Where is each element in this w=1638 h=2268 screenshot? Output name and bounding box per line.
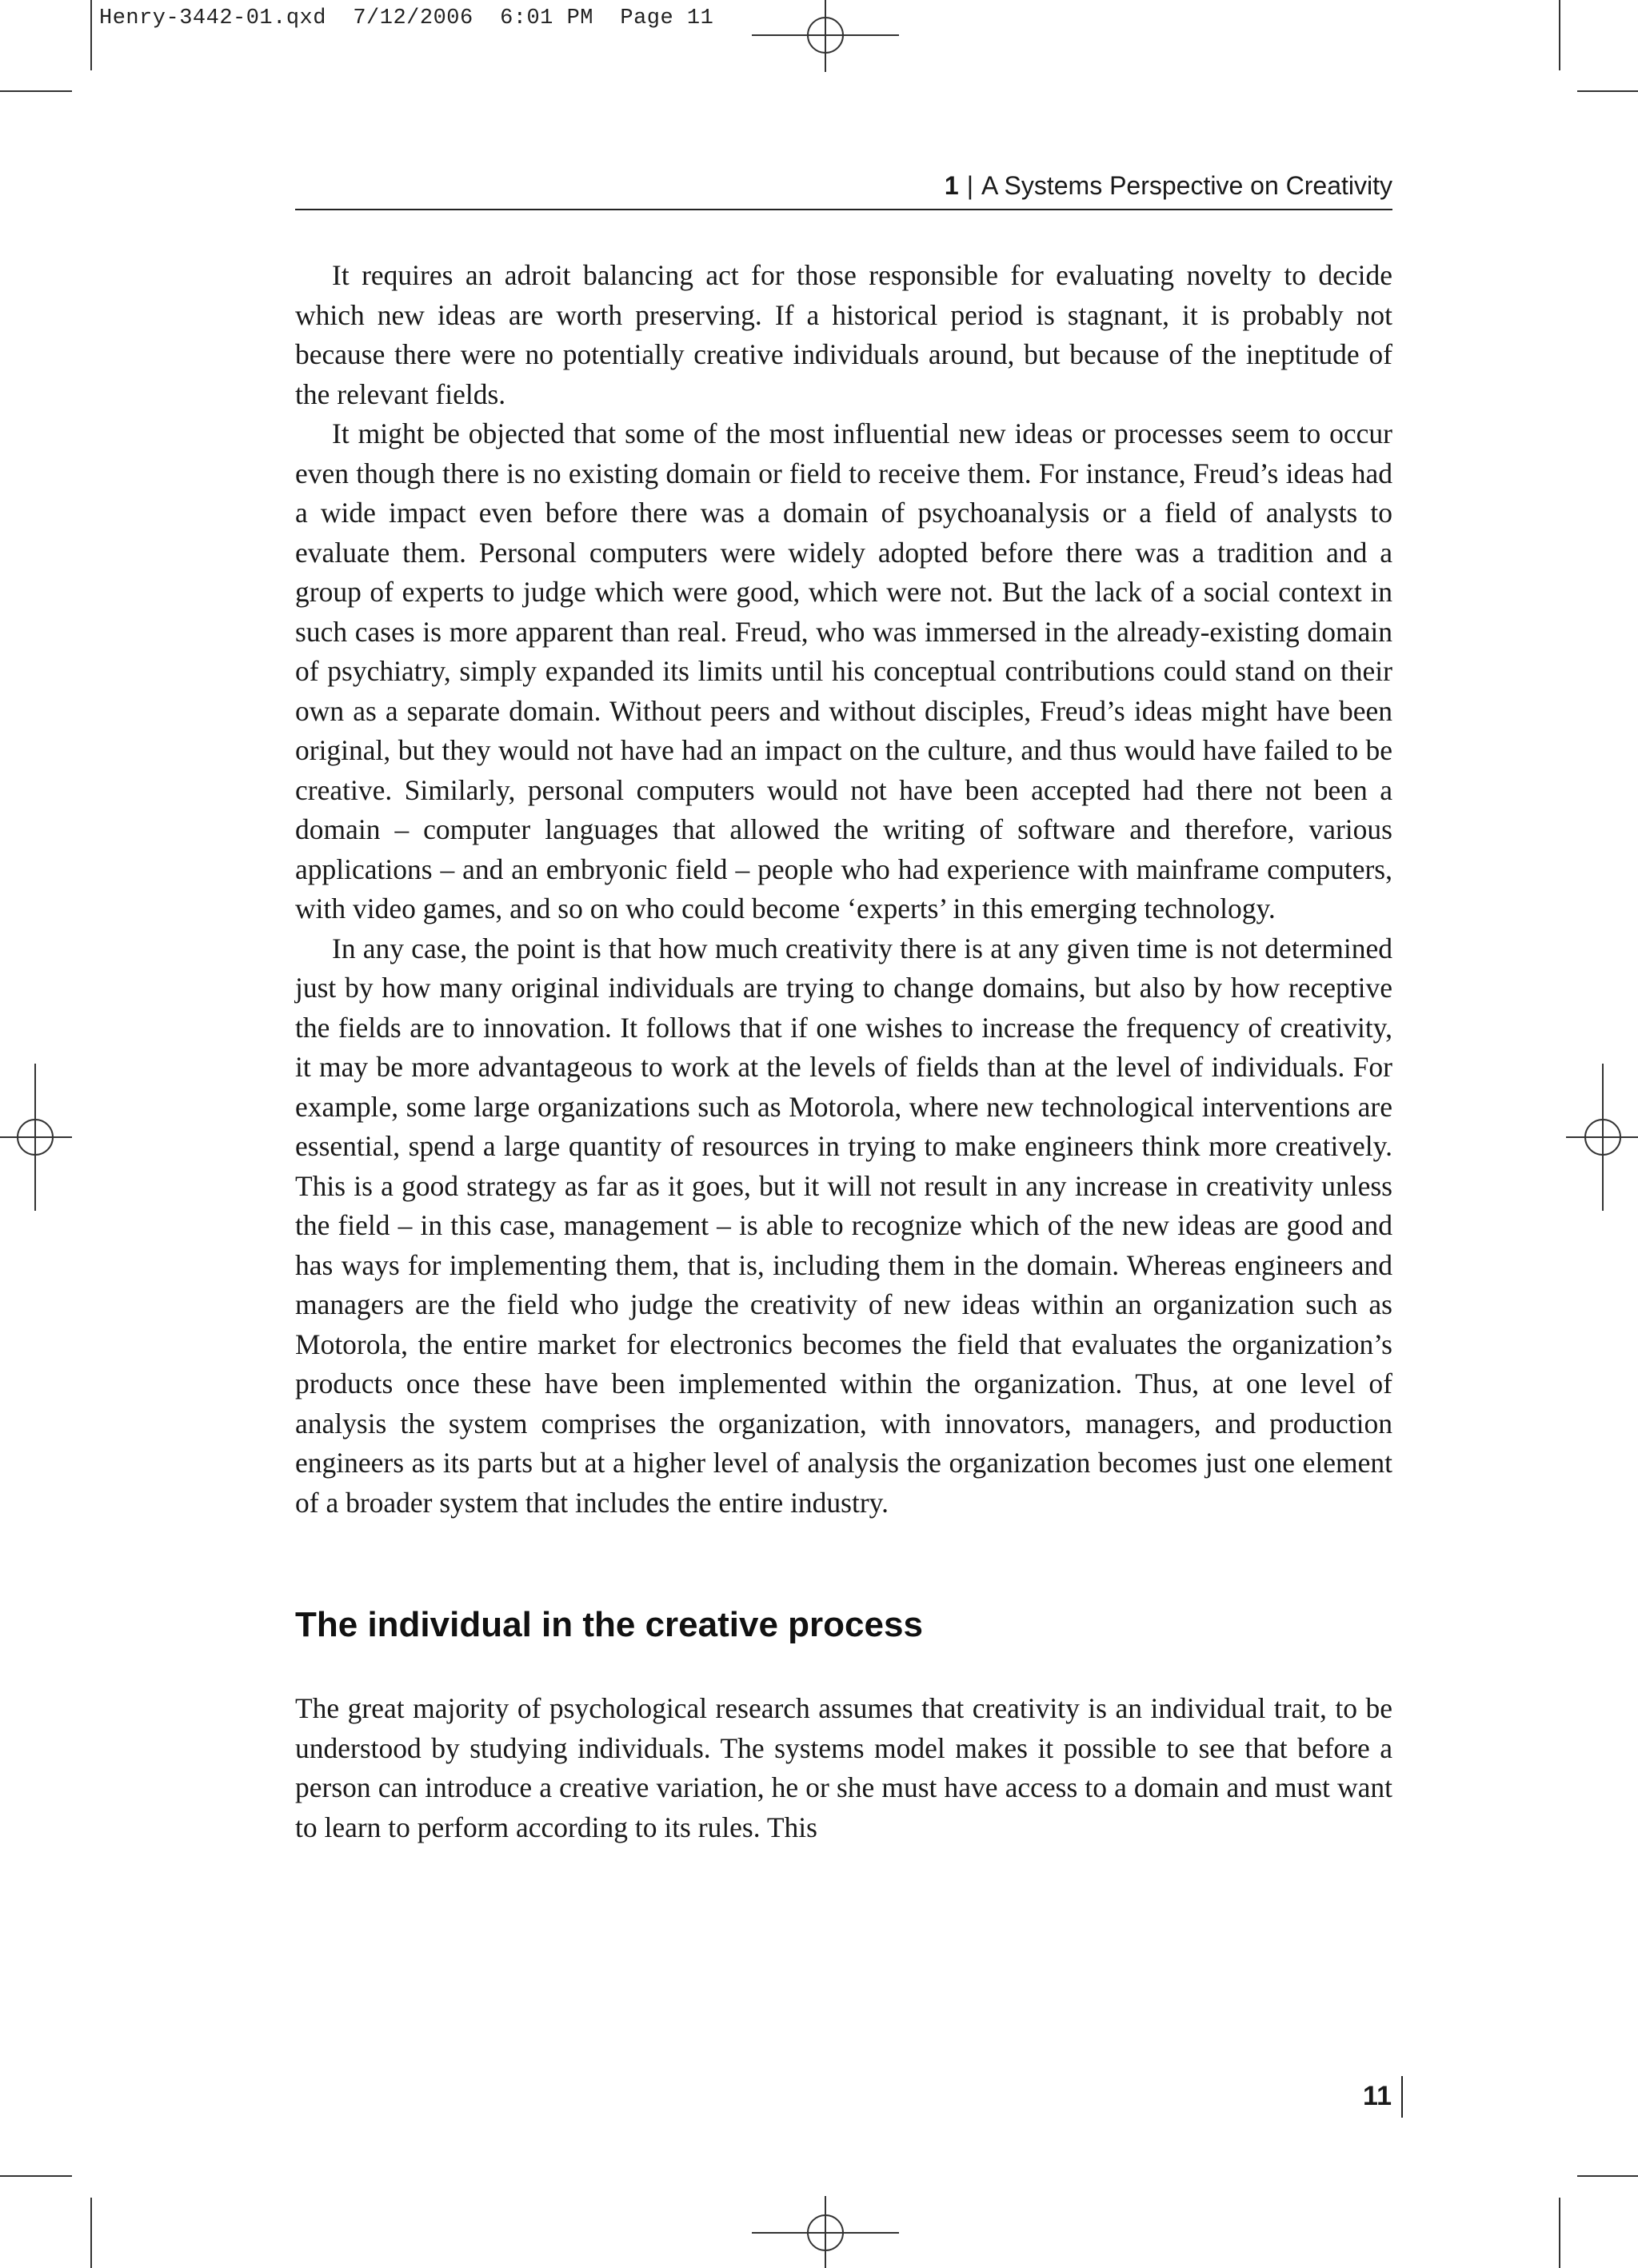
chapter-number: 1 xyxy=(944,171,959,200)
registration-mark-left xyxy=(0,1064,72,1211)
chapter-title: A Systems Perspective on Creativity xyxy=(981,171,1392,200)
crop-mark-bottom-right-vertical xyxy=(1559,2198,1560,2268)
crop-mark-top-right-vertical xyxy=(1559,0,1560,70)
registration-mark-top xyxy=(752,0,899,72)
body-text xyxy=(295,256,1392,1847)
crop-mark-top-left-vertical xyxy=(90,0,92,70)
crop-mark-bottom-left-vertical xyxy=(90,2198,92,2268)
section-paragraph: The great majority of psychological research assumes that creativity is an individual trait, to be understood by studying individuals. The systems model makes it possible to see that before a person can introduce a creative variation, he or she must have access to a domain and must want to learn to perform according to its rules. This xyxy=(295,1692,1392,1843)
running-head-separator: | xyxy=(966,171,974,200)
page-number-rule xyxy=(1401,2076,1403,2118)
printer-slug-line: Henry-3442-01.qxd 7/12/2006 6:01 PM Page 11 xyxy=(99,6,714,30)
crop-mark-top-right-horizontal xyxy=(1577,90,1638,92)
page-number: 11 xyxy=(1363,2081,1392,2111)
section-heading: The individual in the creative process xyxy=(295,1605,923,1644)
crop-mark-top-left-horizontal xyxy=(0,90,72,92)
running-head-rule xyxy=(295,209,1392,210)
running-head xyxy=(295,171,1392,201)
body-paragraph: It requires an adroit balancing act for those responsible for evaluating novelty to decide which new ideas are worth preserving. If a historical period is stagnant, it is probably not because there were no potentially creative individuals around, but because of the ineptitude of the relevant fields. xyxy=(295,259,1392,410)
crop-mark-bottom-right-horizontal xyxy=(1577,2175,1638,2177)
body-paragraph: It might be objected that some of the most influential new ideas or processes seem to occur even though there is no existing domain or field to receive them. For instance, Freud’s ideas had a wide impact even before there was a domain of psychoanalysis or a field of analysts to evaluate them. Personal computers were widely adopted before there was a tradition and a group of experts to judge which were good, which were not. But the lack of a social context in such cases is more apparent than real. Freud, who was immersed in the already-existing domain of psychiatry, simply expanded its limits until his conceptual contributions could stand on their own as a separate domain. Without peers and without disciples, Freud’s ideas might have been original, but they would not have had an impact on the culture, and thus would have failed to be creative. Similarly, personal computers would not have been accepted had there not been a domain – computer languages that allowed the writing of software and therefore, various applications – and an embryonic field – people who had experience with mainframe computers, with video games, and so on who could become ‘experts’ in this emerging technology. xyxy=(295,417,1392,924)
registration-mark-right xyxy=(1566,1064,1638,1211)
registration-mark-bottom xyxy=(752,2196,899,2268)
crop-mark-bottom-left-horizontal xyxy=(0,2175,72,2177)
body-paragraph: In any case, the point is that how much creativity there is at any given time is not determined just by how many original individuals are trying to change domains, but also by how receptive the fields are to innovation. It follows that if one wishes to increase the frequency of creativity, it may be more advantageous to work at the levels of fields than at the level of individuals. For example, some large organizations such as Motorola, where new technological interventions are essential, spend a large quantity of resources in trying to make engineers think more creatively. This is a good strategy as far as it goes, but it will not result in any increase in creativity unless the field – in this case, management – is able to recognize which of the new ideas are good and has ways for implementing them, that is, including them in the domain. Whereas engineers and managers are the field who judge the creativity of new ideas within an organization such as Motorola, the entire market for electronics becomes the field that evaluates the organization’s products once these have been implemented within the organization. Thus, at one level of analysis the system comprises the organization, with innovators, managers, and production engineers as its parts but at a higher level of analysis the organization becomes just one element of a broader system that includes the entire industry. xyxy=(295,932,1392,1519)
